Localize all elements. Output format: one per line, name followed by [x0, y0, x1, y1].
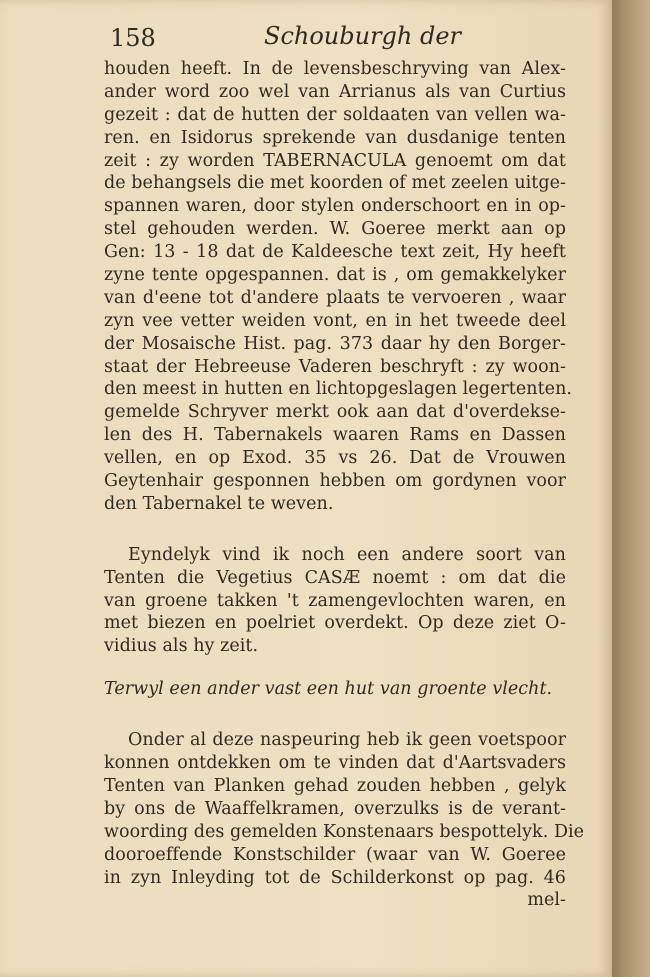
- text-line: den meest in hutten en lichtopgeslagen legertenten.: [104, 379, 572, 400]
- verse-quote: [104, 678, 566, 701]
- text-line: in zyn Inleyding tot de Schilderkonst op pag. 46: [104, 867, 566, 888]
- text-line: Gen: 13 - 18 dat de Kaldeesche text zeit, Hy heeft: [104, 242, 566, 263]
- body-text: [104, 58, 585, 912]
- catchword: mel-: [527, 890, 566, 911]
- text-line: de behangsels die met koorden of met zeelen uitge-: [104, 173, 566, 194]
- paragraph-2: [104, 544, 566, 658]
- book-gutter-edge: [612, 0, 650, 977]
- text-line: dooroeffende Konstschilder (waar van W. Goeree: [104, 844, 566, 865]
- paragraph-3: [104, 729, 585, 889]
- text-line: by ons de Waaffelkramen, overzulks is de verant-: [104, 798, 566, 819]
- text-line: woording des gemelden Konstenaars bespottelyk. Die: [104, 821, 585, 842]
- text-line: den Tabernakel te weven.: [104, 493, 334, 514]
- text-line: len des H. Tabernakels waaren Rams en Dassen: [104, 425, 566, 446]
- text-line: Onder al deze naspeuring heb ik geen voetspoor: [128, 730, 566, 751]
- text-line: vidius als hy zeit.: [104, 636, 259, 657]
- running-title: Schouburgh der: [264, 22, 462, 50]
- text-line: zeit : zy worden TABERNACULA genoemt om dat: [104, 150, 566, 171]
- text-line: staat der Hebreeuse Vaderen beschryft : zy woon-: [104, 356, 566, 377]
- text-line: Eyndelyk vind ik noch een andere soort van: [128, 544, 566, 565]
- text-line: vellen, en op Exod. 35 vs 26. Dat de Vrouwen: [104, 448, 566, 469]
- text-line: der Mosaische Hist. pag. 373 daar hy den Borger-: [104, 333, 566, 354]
- text-line: Tenten van Planken gehad zouden hebben , gelyk: [104, 775, 566, 796]
- text-line: van groene takken 't zamengevlochten waren, en: [104, 590, 566, 611]
- text-line: met biezen en poelriet overdekt. Op deze ziet O-: [104, 613, 566, 634]
- text-line: Terwyl een ander vast een hut van groente vlecht.: [104, 679, 553, 700]
- text-line: ander word zoo wel van Arrianus als van Curtius: [104, 81, 566, 102]
- text-line: spannen waren, door stylen onderschoort en in op-: [104, 196, 566, 217]
- text-line: van d'eene tot d'andere plaats te vervoeren , waar: [104, 287, 566, 308]
- text-line: gemelde Schryver merkt ook aan dat d'overdekse-: [104, 402, 566, 423]
- text-line: Geytenhair gesponnen hebben om gordynen voor: [104, 471, 566, 492]
- page-number: 158: [110, 24, 156, 52]
- text-line: gezeit : dat de hutten der soldaaten van vellen wa-: [104, 104, 566, 125]
- text-line: ren. en Isidorus sprekende van dusdanige tenten: [104, 127, 566, 148]
- paragraph-1: [104, 58, 572, 516]
- text-line: zyne tente opgespannen. dat is , om gemakkelyker: [104, 265, 566, 286]
- page-header: [104, 22, 574, 56]
- text-line: Tenten die Vegetius CASÆ noemt : om dat die: [104, 567, 566, 588]
- text-line: stel gehouden werden. W. Goeree merkt aan op: [104, 219, 566, 240]
- text-line: houden heeft. In de levensbeschryving van Alex-: [104, 59, 566, 79]
- text-line: konnen ontdekken om te vinden dat d'Aartsvaders: [104, 753, 566, 774]
- text-line: zyn vee vetter weiden vont, en in het tweede deel: [104, 310, 566, 331]
